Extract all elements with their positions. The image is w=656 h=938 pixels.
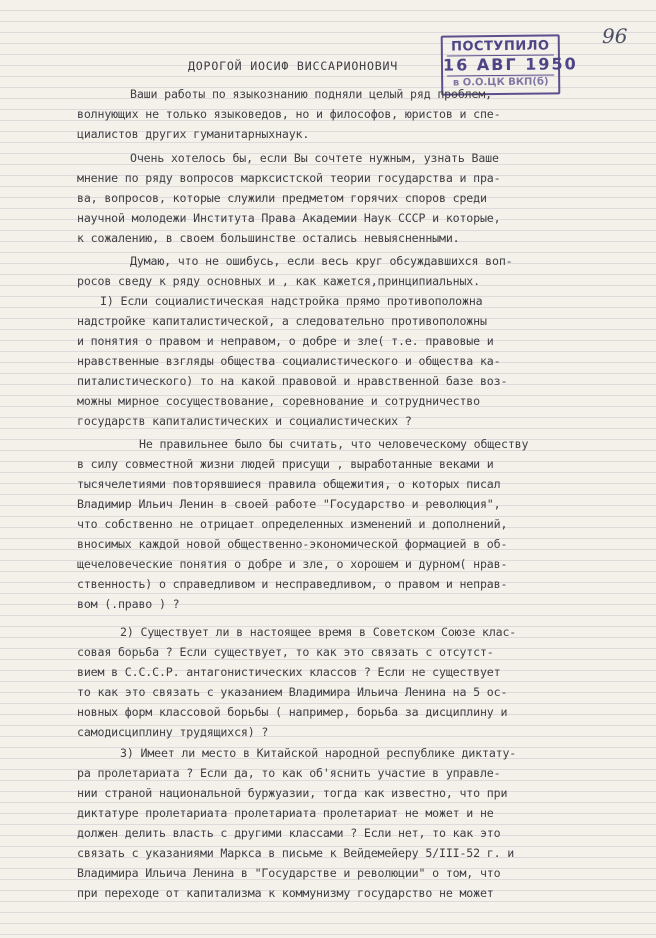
text-line: 2) Существует ли в настоящее время в Советском Союзе клас- (120, 625, 517, 639)
page-number: 96 (602, 24, 628, 48)
text-line: вом (.право ) ? (77, 597, 180, 611)
stamp-title: ПОСТУПИЛО (450, 38, 550, 55)
text-line: государств капиталистических и социалистических ? (77, 414, 412, 428)
text-line: можны мирное сосуществование, соревнование и сотрудничество (77, 394, 480, 408)
text-line: 3) Имеет ли место в Китайской народной республике диктату- (120, 746, 517, 760)
text-line: связать с указаниями Маркса в письме к Вейдемейеру 5/III-52 г. и (77, 846, 515, 860)
text-line: должен делить власть с другими классами ? Если нет, то как это (77, 826, 501, 840)
text-line: Не правильнее было бы считать, что человеческому обществу (139, 437, 529, 451)
text-line: ра пролетариата ? Если да, то как об'яснить участие в управле- (77, 766, 501, 780)
stamp-date: 16 АВГ 1950 (442, 54, 578, 75)
text-line: Владимир Ильич Ленин в своей работе "Государство и революция", (77, 497, 501, 511)
text-line: в силу совместной жизни людей присущи , выработанные веками и (77, 457, 494, 471)
text-line: вием в С.С.С.Р. антагонистических классов ? Если не существует (77, 665, 501, 679)
text-line: росов сведу к ряду основных и , как кажется,принципиальных. (77, 274, 480, 288)
text-line: тысячелетиями повторявшиеся правила общежития, о которых писал (77, 477, 501, 491)
text-line: самодисциплину трудящихся) ? (77, 725, 269, 739)
letter-greeting: ДОРОГОЙ ИОСИФ ВИССАРИОНОВИЧ (188, 59, 399, 73)
text-line: совая борьба ? Если существует, то как это связать с отсутст- (77, 645, 494, 659)
text-line: новных форм классовой борьбы ( например, борьба за дисциплину и (77, 705, 508, 719)
text-line: вносимых каждой новой общественно-экономической формацией в об- (77, 537, 508, 551)
text-line: Очень хотелось бы, если Вы сочтете нужным, узнать Ваше (130, 151, 499, 165)
text-line: при переходе от капитализма к коммунизму государство не может (77, 886, 494, 900)
text-line: волнующих не только языковедов, но и философов, юристов и спе- (77, 107, 501, 121)
text-line: щечеловеческие понятия о добре и зле, о хорошем и дурном( нрав- (77, 557, 508, 571)
stamp-subtitle: в О.О.ЦК ВКП(б) (452, 76, 549, 89)
text-line: и понятия о правом и неправом, о добре и зле( т.е. правовые и (77, 334, 494, 348)
text-line: ственность) о справедливом и несправедливом, о правом и неправ- (77, 577, 508, 591)
text-line: нравственные взгляды общества социалистического и общества ка- (77, 354, 501, 368)
text-line: то как это связать с указанием Владимира Ильича Ленина на 5 ос- (77, 685, 508, 699)
text-line: питалистического) то на какой правовой и нравственной базе воз- (77, 374, 508, 388)
text-line: диктатуре пролетариата пролетариата пролетариат не может и не (77, 806, 494, 820)
text-line: I) Если социалистическая надстройка прямо противоположна (100, 294, 483, 308)
text-line: мнение по ряду вопросов марксистской теории государства и пра- (77, 171, 501, 185)
text-line: надстройке капиталистической, а следовательно противоположны (77, 314, 487, 328)
text-line: Ваши работы по языкознанию подняли целый ряд проблем, (130, 87, 492, 101)
text-line: Владимира Ильича Ленина в "Государстве и революции" о том, что (77, 866, 501, 880)
text-line: Думаю, что не ошибусь, если весь круг обсуждавшихся воп- (130, 254, 513, 268)
text-line: к сожалению, в своем большинстве остались невыясненными. (77, 231, 460, 245)
text-line: ва, вопросов, которые служили предметом горячих споров среди (77, 191, 487, 205)
text-line: что собственно не отрицает определенных изменений и дополнений, (77, 517, 508, 531)
text-line: нии страной национальной буржуазии, тогда как известно, что при (77, 786, 508, 800)
text-line: научной молодежи Института Права Академии Наук СССР и которые, (77, 211, 501, 225)
text-line: циалистов других гуманитарныхнаук. (77, 127, 310, 141)
